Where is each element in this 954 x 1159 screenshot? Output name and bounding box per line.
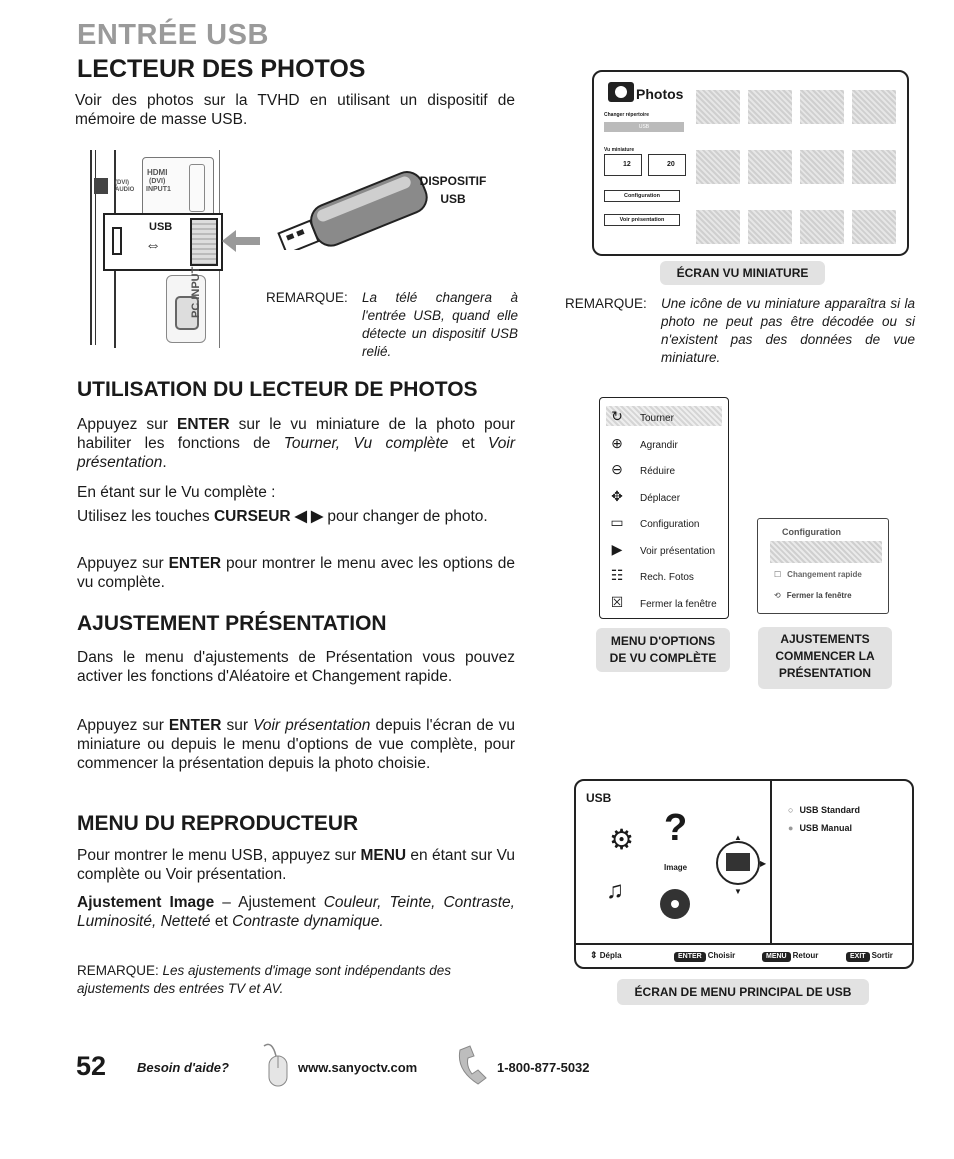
pc-input-label: PC INPUT <box>190 266 202 318</box>
config-highlight <box>770 541 882 563</box>
options-menu-item[interactable] <box>606 565 722 585</box>
options-menu-item-label: Déplacer <box>640 492 681 504</box>
photo-thumbnail[interactable] <box>696 210 740 244</box>
menu-hint[interactable]: MENU Retour <box>762 951 818 962</box>
grid-icon: ☷ <box>610 567 624 583</box>
config-item-fermer[interactable]: ⟲ Fermer la fenêtre <box>774 591 852 600</box>
arrow-right-icon: ▶ <box>760 859 767 868</box>
options-menu-item[interactable] <box>606 486 722 506</box>
options-menu-item-label: Voir présentation <box>640 545 716 557</box>
image-label: Image <box>664 863 688 872</box>
vu-label: Vu miniature <box>604 147 635 153</box>
slideshow-icon: ▶ <box>611 540 623 557</box>
photo-thumbnail[interactable] <box>800 90 844 124</box>
slideshow-config-box <box>757 518 889 614</box>
config-button[interactable]: Configuration <box>604 190 680 202</box>
photo-thumbnail[interactable] <box>800 150 844 184</box>
exit-hint[interactable]: EXIT Sortir <box>846 951 893 962</box>
photo-thumbnail[interactable] <box>696 150 740 184</box>
note-device: REMARQUE: La télé changera à l'entrée USB, quand elle détecte un dispositif USB relié. <box>266 290 518 359</box>
usb-main-menu-screen <box>574 779 914 969</box>
options-menu-item[interactable] <box>606 406 722 426</box>
website-link[interactable]: www.sanyoctv.com <box>298 1060 418 1075</box>
dvi-label: (DVI) <box>149 178 166 185</box>
input1-label: INPUT1 <box>146 186 171 193</box>
photo-thumbnail[interactable] <box>800 210 844 244</box>
usb-symbol-icon: ⇔ <box>145 237 161 254</box>
note-thumbnail: REMARQUE: Une icône de vu miniature apparaîtra si la photo ne peut pas être décodée ou si n'existent pas des données de vue miniature. <box>565 296 915 365</box>
dvi-audio-label: (DVI) AUDIO <box>115 180 135 193</box>
photo-thumbnail[interactable] <box>748 210 792 244</box>
help-text: Besoin d'aide? <box>137 1060 229 1075</box>
config-item-changement[interactable]: ☐ Changement rapide <box>774 570 862 579</box>
photo-thumbnail[interactable] <box>748 90 792 124</box>
options-menu-item-label: Configuration <box>640 519 700 530</box>
usb-port <box>103 213 223 271</box>
usb-screen-caption: ÉCRAN DE MENU PRINCIPAL DE USB <box>617 979 869 1005</box>
config-box-caption: AJUSTEMENTS COMMENCER LA PRÉSENTATION <box>758 627 892 689</box>
thumbnail-screen <box>592 70 909 256</box>
ajustement-p2: Appuyez sur ENTER sur Voir présentation depuis l'écran de vu miniature ou depuis le menu d'options de vue complète, pour commencer la présentation depuis la photo choisie. <box>77 717 516 772</box>
zoom-in-icon: ⊕ <box>611 434 623 451</box>
help-question-icon[interactable]: ? <box>664 807 688 849</box>
music-icon[interactable]: ♫ <box>606 877 624 904</box>
settings-icon: ▭ <box>610 514 624 530</box>
settings-tools-icon[interactable]: ⚙ <box>609 824 635 855</box>
arrow-up-icon: ▲ <box>734 833 742 842</box>
tv-panel-diagram <box>88 150 223 348</box>
ajustement-p1: Dans le menu d'ajustements de Présentation vous pouvez activer les fonctions d'Aléatoire et Changement rapide. <box>77 649 515 685</box>
disc-icon[interactable] <box>660 889 690 919</box>
move-icon: ✥ <box>611 487 623 504</box>
depla-hint: ⇕ Dépla <box>590 950 622 960</box>
zoom-out-icon: ⊖ <box>611 461 623 477</box>
intro-text: Voir des photos sur la TVHD en utilisant un dispositif de mémoire de masse USB. <box>75 92 515 128</box>
photo-thumbnail[interactable] <box>852 90 896 124</box>
arrow-down-icon: ▼ <box>734 887 742 896</box>
changer-label: Changer répertoire <box>604 112 650 118</box>
options-menu-caption: MENU D'OPTIONS DE VU COMPLÈTE <box>596 628 730 672</box>
arrow-left-icon <box>94 178 108 194</box>
usb-port-label: USB <box>149 221 173 233</box>
thumb-screen-caption: ÉCRAN VU MINIATURE <box>660 261 825 285</box>
hdmi-port <box>142 157 214 217</box>
image-menu-icon[interactable] <box>716 841 760 885</box>
close-icon: ☒ <box>610 593 624 610</box>
grid-20-option[interactable]: 20 <box>648 154 686 176</box>
options-menu-item[interactable] <box>606 512 722 532</box>
phone-icon <box>456 1044 496 1088</box>
menu-p2: Ajustement Image – Ajustement Couleur, Teinte, Contraste, Luminosité, Netteté et Contraste dynamique. <box>77 894 515 930</box>
utilisation-p2: En étant sur le Vu complète : <box>77 484 276 501</box>
options-menu-item-label: Réduire <box>640 466 676 477</box>
camera-icon <box>608 82 634 102</box>
photo-thumbnail[interactable] <box>748 150 792 184</box>
config-title: Configuration <box>782 527 841 537</box>
grid-12-option[interactable]: 12 <box>604 154 642 176</box>
options-menu-item[interactable] <box>606 459 722 479</box>
utilisation-p4: Appuyez sur ENTER pour montrer le menu avec les options de vu complète. <box>77 555 515 591</box>
phone-number: 1-800-877-5032 <box>497 1060 590 1075</box>
usb-screen-title: USB <box>586 791 612 805</box>
options-menu-item[interactable] <box>606 539 722 559</box>
photo-thumbnail[interactable] <box>852 150 896 184</box>
usb-device-label: DISPOSITIF USB <box>419 174 487 206</box>
options-menu-item-label: Fermer la fenêtre <box>640 598 717 610</box>
section-title: ENTRÉE USB <box>77 19 269 51</box>
usb-standard-option[interactable]: ○ USB Standard <box>788 805 860 815</box>
options-menu-item-label: Tourner <box>640 413 674 424</box>
options-menu-item[interactable] <box>606 433 722 453</box>
full-view-options-menu <box>599 397 729 619</box>
enter-hint[interactable]: ENTER Choisir <box>674 951 735 962</box>
usb-manual-option[interactable]: ● USB Manual <box>788 823 852 833</box>
slideshow-button[interactable]: Voir présentation <box>604 214 680 226</box>
photo-thumbnail[interactable] <box>696 90 740 124</box>
note-image: REMARQUE: Les ajustements d'image sont indépendants des ajustements des entrées TV et AV. <box>77 963 452 996</box>
utilisation-p1: Appuyez sur ENTER sur le vu miniature de la photo pour habiliter les fonctions de Tourner, Vu complète et Voir présentation. <box>77 416 516 471</box>
heading-utilisation: UTILISATION DU LECTEUR DE PHOTOS <box>77 378 478 401</box>
usb-chip[interactable]: USB <box>604 122 684 132</box>
menu-p1: Pour montrer le menu USB, appuyez sur MENU en étant sur Vu complète ou Voir présentation. <box>77 847 516 883</box>
heading-ajustement: AJUSTEMENT PRÉSENTATION <box>77 612 387 635</box>
rotate-icon: ↻ <box>611 408 623 424</box>
options-menu-item-label: Agrandir <box>640 439 678 451</box>
utilisation-p3: Utilisez les touches CURSEUR ◀ ▶ pour changer de photo. <box>77 508 488 525</box>
photo-thumbnail[interactable] <box>852 210 896 244</box>
heading-menu: MENU DU REPRODUCTEUR <box>77 812 359 835</box>
options-menu-item[interactable] <box>606 592 722 612</box>
page-title: LECTEUR DES PHOTOS <box>77 55 366 83</box>
page-number: 52 <box>76 1051 107 1081</box>
thumb-screen-title: Photos <box>636 86 684 102</box>
hdmi-label: HDMI <box>147 168 168 177</box>
options-menu-item-label: Rech. Fotos <box>640 572 694 583</box>
mouse-icon <box>262 1042 292 1088</box>
